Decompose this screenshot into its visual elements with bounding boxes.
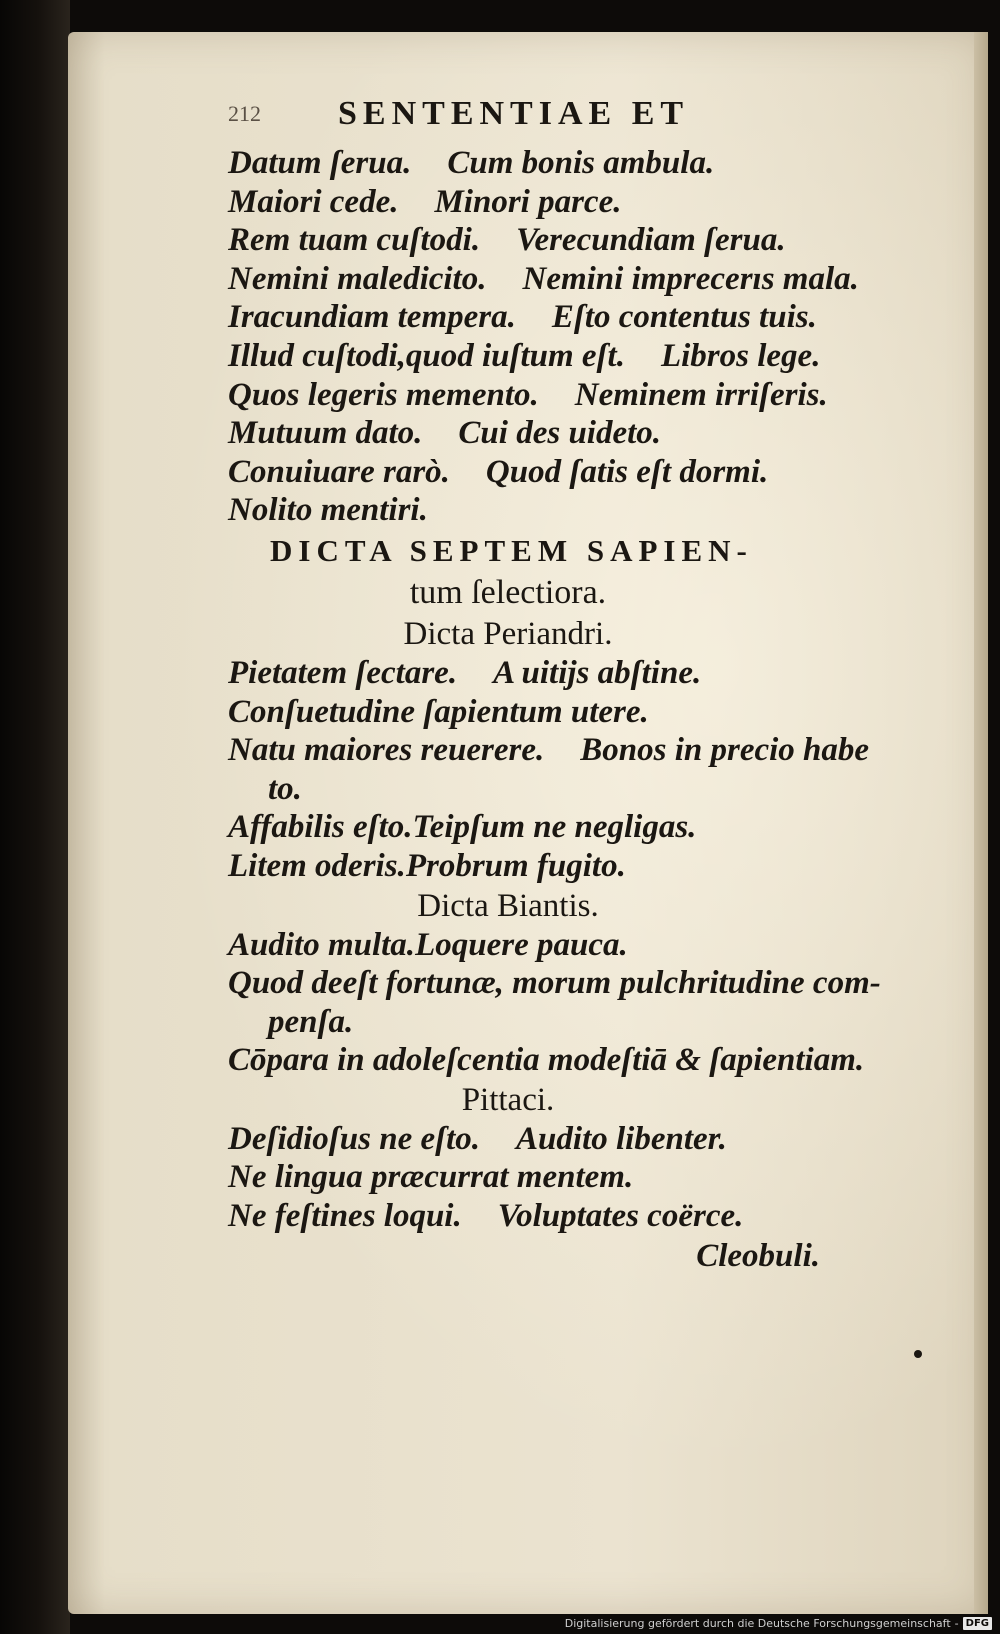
text-line: Maiori cede. Minori parce. <box>228 183 622 220</box>
text-line: Affabilis eſto.Teipſum ne negligas. <box>228 809 697 846</box>
heading-periandri: Dicta Periandri. <box>403 615 613 652</box>
text-line: Pietatem ſectare. A uitijs abſtine. <box>228 654 702 691</box>
text-line: Datum ſerua. Cum bonis ambula. <box>228 145 715 181</box>
section-subtitle: tum ſelectiora. <box>409 573 607 611</box>
page-number: 212 <box>228 101 261 126</box>
catchword: Cleobuli. <box>696 1237 820 1274</box>
text-line: Conuiuare rarò. Quod ſatis eſt dormi. <box>228 453 769 490</box>
periandri-lines <box>228 654 928 886</box>
text-line: Conſuetudine ſapientum utere. <box>228 693 649 730</box>
biantis-lines <box>228 926 928 1080</box>
heading-pittaci: Pittaci. <box>461 1081 555 1118</box>
text-line: Iracundiam tempera. Eſto contentus tuis. <box>228 299 817 336</box>
section-title: DICTA SEPTEM SAPIEN- <box>270 532 753 568</box>
pittaci-lines <box>228 1120 928 1236</box>
text-line: Nolito mentiri. <box>228 492 428 529</box>
running-head <box>228 84 928 144</box>
text-line: Quos legeris memento. Neminem irriſeris. <box>228 376 828 413</box>
sententiae-lines <box>228 144 928 530</box>
text-line: Ne lingua præcurrat mentem. <box>228 1159 634 1196</box>
text-line: Litem oderis.Probrum fugito. <box>228 847 626 884</box>
text-line: Natu maiores reuerere. Bonos in precio habe <box>228 732 870 769</box>
footer-credit: Digitalisierung gefördert durch die Deutsche Forschungsgemeinschaft <box>564 1616 951 1630</box>
text-line: Deſidioſus ne eſto. Audito libenter. <box>228 1120 727 1157</box>
digitization-footer: Digitalisierung gefördert durch die Deutsche Forschungsgemeinschaft - DFG <box>565 1616 992 1630</box>
text-line: Nemini maledicito. Nemini imprecerıs mala. <box>228 260 859 297</box>
text-line-continuation: to. <box>268 770 302 807</box>
dfg-logo-icon: DFG <box>963 1617 992 1630</box>
text-line: Quod deeſt fortunæ, morum pulchritudine com- <box>228 965 881 1002</box>
text-line: Mutuum dato. Cui des uideto. <box>228 415 662 452</box>
text-line: Illud cuſtodi,quod iuſtum eſt. Libros lege. <box>228 337 821 374</box>
text-line-continuation: penſa. <box>268 1003 354 1040</box>
text-line: Ne feſtines loqui. Voluptates coërce. <box>228 1198 744 1235</box>
text-line: Audito multa.Loquere pauca. <box>228 926 628 963</box>
book-spine-shadow <box>0 0 70 1634</box>
running-title: SENTENTIAE ET <box>338 95 690 132</box>
text-line: Rem tuam cuſtodi. Verecundiam ſerua. <box>228 222 786 259</box>
text-line: Cōpara in adoleſcentia modeſtiā & ſapientiam. <box>228 1042 865 1079</box>
ink-dot <box>914 1350 922 1358</box>
heading-biantis: Dicta Biantis. <box>417 887 599 924</box>
page-edge <box>974 32 988 1614</box>
page-text-block <box>228 84 928 1276</box>
